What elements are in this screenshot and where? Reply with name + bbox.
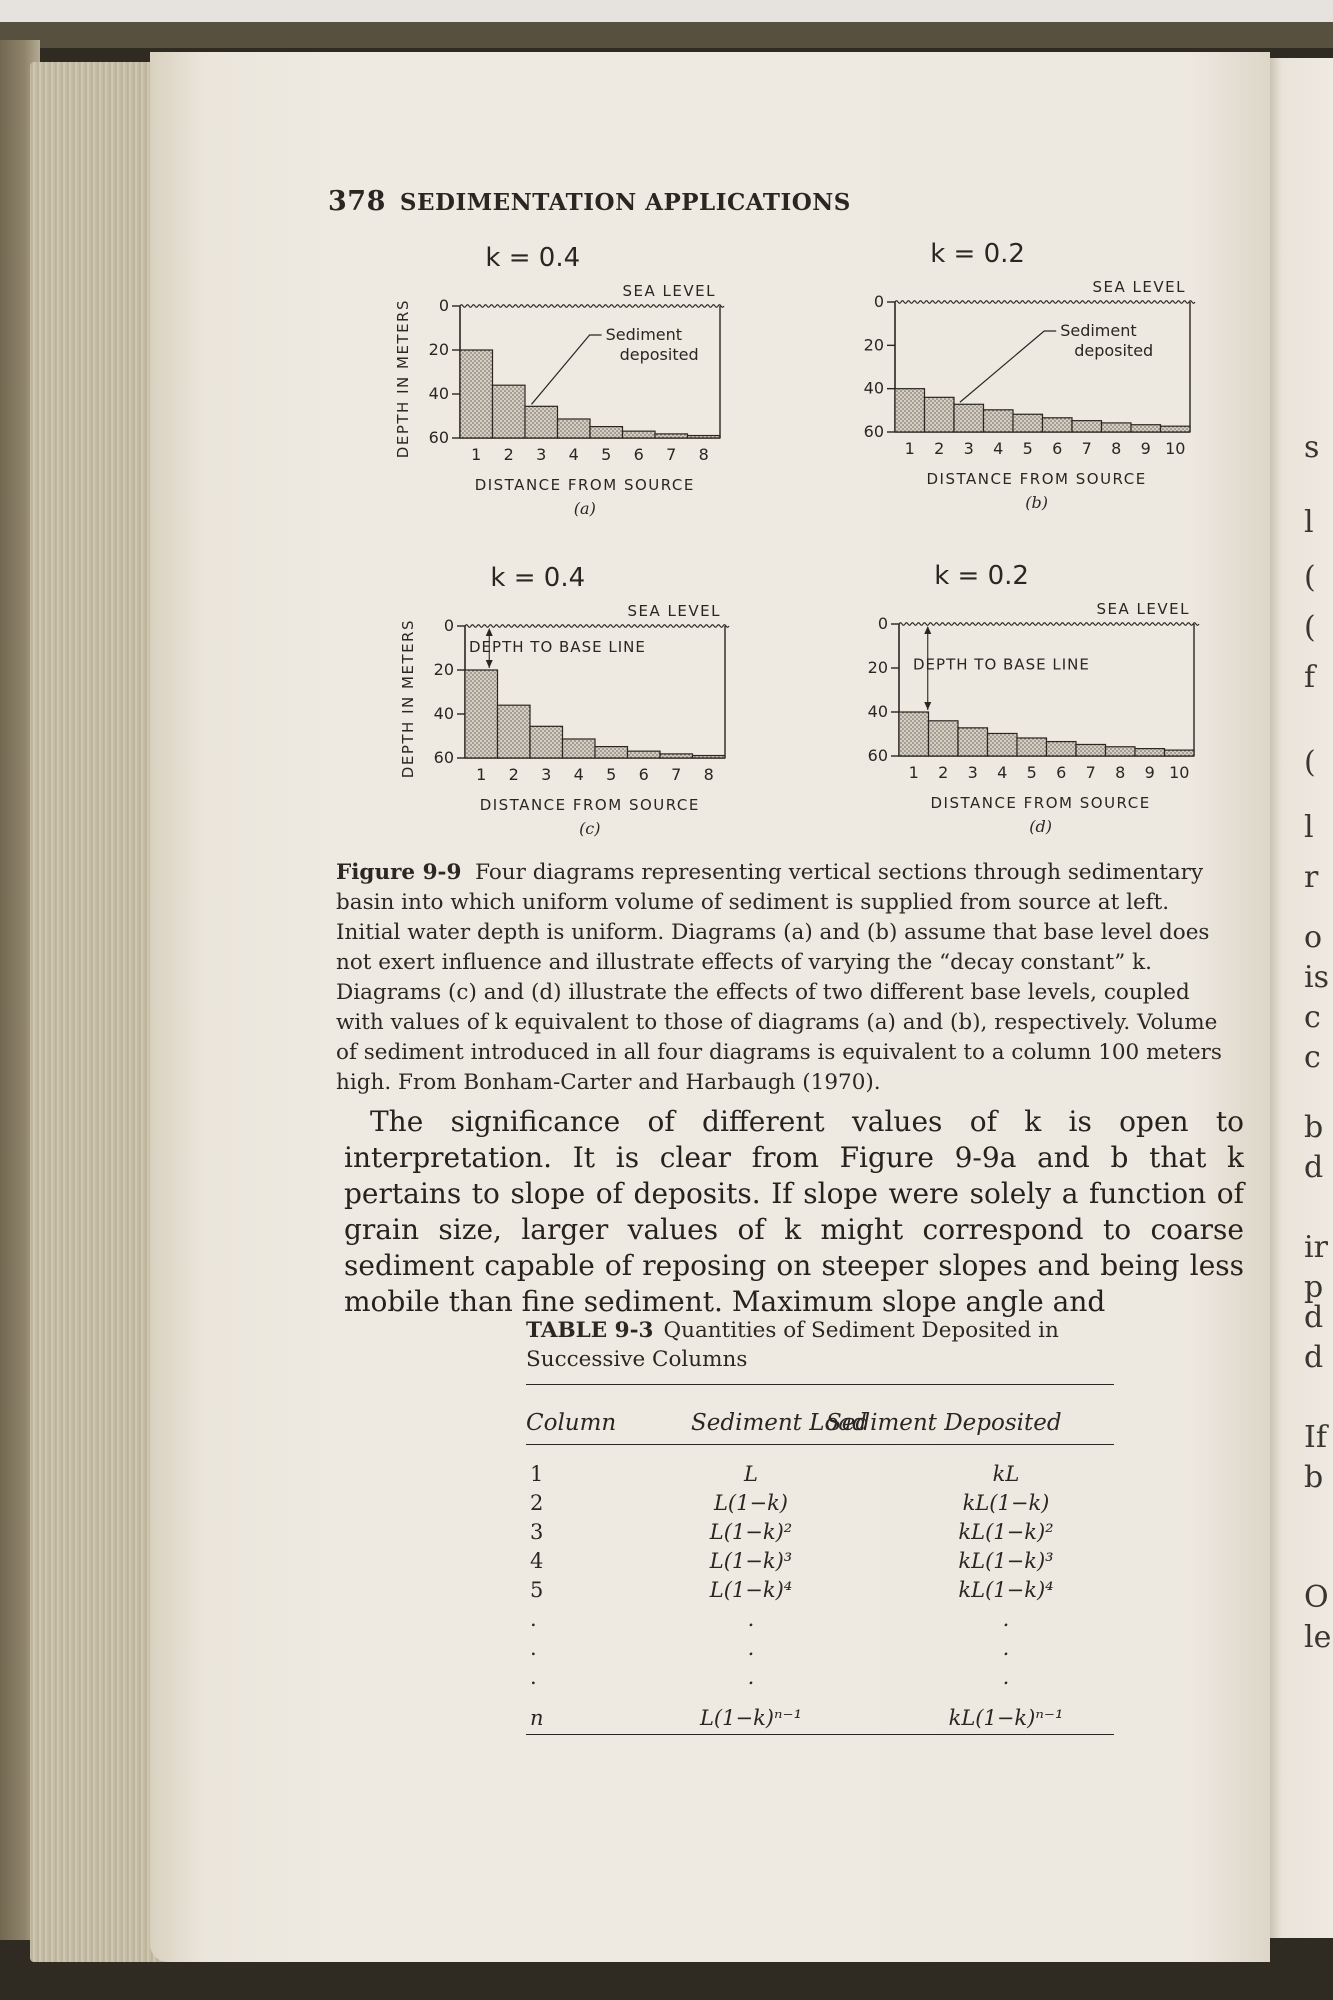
table-cell-column: 3	[530, 1520, 544, 1544]
sediment-column	[623, 431, 656, 438]
sea-level-label: SEA LEVEL	[1092, 278, 1186, 296]
x-tick-label: 6	[633, 445, 644, 464]
sediment-column	[465, 670, 498, 758]
x-tick-label: 5	[1022, 439, 1033, 458]
x-tick-label: 1	[476, 765, 487, 784]
panel-k-label: k = 0.4	[485, 243, 581, 273]
base-line-label: DEPTH TO BASE LINE	[913, 655, 1090, 674]
x-tick-label: 9	[1140, 439, 1151, 458]
table-cell-load: L(1−k)ⁿ⁻¹	[699, 1706, 803, 1730]
sediment-column	[925, 397, 955, 432]
x-axis-label: DISTANCE FROM SOURCE	[930, 794, 1151, 812]
y-tick-label: 0	[877, 614, 888, 633]
sediment-column	[1072, 421, 1102, 432]
sediment-column	[530, 726, 563, 758]
x-tick-label: 4	[993, 439, 1004, 458]
table-cell-deposited: kL(1−k)⁴	[958, 1578, 1054, 1602]
facing-page-text-fragment: le	[1304, 1620, 1332, 1655]
x-tick-label: 4	[568, 445, 579, 464]
sediment-column	[988, 733, 1018, 756]
table-cell-load: L(1−k)³	[709, 1549, 793, 1573]
annotation-line-1: Sediment	[1060, 321, 1137, 340]
sediment-column	[493, 385, 526, 438]
table-cell-deposited: kL(1−k)²	[958, 1520, 1054, 1544]
sea-level-label: SEA LEVEL	[1096, 600, 1190, 618]
table-cell-column: 1	[530, 1462, 544, 1486]
table-top-rule	[526, 1384, 1114, 1385]
x-tick-label: 4	[997, 763, 1008, 782]
table-cell-deposited: kL(1−k)	[962, 1491, 1050, 1515]
x-tick-label: 2	[938, 763, 949, 782]
facing-page-text-fragment: o	[1304, 920, 1323, 955]
header-sediment-load: Sediment Load	[691, 1410, 867, 1436]
panel-tag: (b)	[1025, 493, 1048, 512]
table-title: Quantities of Sediment Deposited in Successive Columns	[526, 1318, 1059, 1372]
facing-page-text-fragment: (	[1304, 745, 1316, 780]
facing-page-text-fragment: f	[1304, 660, 1316, 695]
facing-page-text-fragment: is	[1304, 960, 1329, 995]
table-cell-deposited: kL(1−k)³	[958, 1549, 1054, 1573]
facing-page-text-fragment: b	[1304, 1110, 1324, 1145]
sediment-column	[1161, 426, 1191, 432]
table-cell-deposited: kL(1−k)ⁿ⁻¹	[948, 1706, 1064, 1730]
table-cell-column: 4	[530, 1549, 544, 1573]
facing-page-text-fragment: d	[1304, 1300, 1324, 1335]
y-tick-label: 40	[863, 378, 884, 398]
table-cell-load: .	[747, 1636, 755, 1660]
facing-page-text-fragment: d	[1304, 1150, 1324, 1185]
panel-c	[399, 563, 729, 838]
y-tick-label: 0	[438, 296, 449, 315]
annotation-leader	[532, 335, 602, 404]
x-tick-label: 9	[1144, 763, 1155, 782]
facing-page-text-fragment: (	[1304, 610, 1316, 645]
table-cell-load: L(1−k)²	[709, 1520, 793, 1544]
x-tick-label: 7	[671, 765, 682, 784]
sediment-column	[1131, 425, 1161, 432]
y-tick-label: 60	[867, 746, 888, 765]
arrow-head-bottom	[924, 702, 931, 710]
page-number: 378	[328, 186, 386, 217]
x-tick-label: 10	[1165, 439, 1186, 458]
x-tick-label: 5	[1026, 763, 1037, 782]
x-tick-label: 1	[904, 439, 915, 458]
sediment-column	[558, 419, 591, 438]
x-axis-label: DISTANCE FROM SOURCE	[474, 476, 695, 494]
x-tick-label: 3	[967, 763, 978, 782]
x-tick-label: 7	[1085, 763, 1096, 782]
table-bottom-rule	[526, 1734, 1114, 1735]
base-line-label: DEPTH TO BASE LINE	[469, 637, 646, 656]
y-tick-label: 40	[867, 702, 888, 721]
x-tick-label: 8	[1115, 763, 1126, 782]
y-tick-label: 20	[867, 658, 888, 677]
sediment-column	[895, 389, 925, 432]
sediment-column	[563, 739, 596, 758]
x-tick-label: 3	[541, 765, 552, 784]
figure-9-9	[380, 238, 1220, 848]
sediment-column	[595, 747, 628, 758]
facing-page-text-fragment: d	[1304, 1340, 1324, 1375]
facing-page-text-fragment: If	[1304, 1420, 1327, 1455]
facing-page-text-fragment: c	[1304, 1000, 1321, 1035]
sediment-column	[460, 350, 493, 438]
facing-page-text-fragment: O	[1304, 1580, 1329, 1615]
facing-page-text-fragment: ir	[1304, 1230, 1328, 1265]
sediment-column	[1043, 418, 1073, 432]
table-cell-load: .	[747, 1607, 755, 1631]
x-tick-label: 6	[1056, 763, 1067, 782]
x-tick-label: 2	[503, 445, 514, 464]
sediment-column	[929, 721, 959, 756]
header-column: Column	[526, 1410, 617, 1436]
panel-b	[864, 239, 1195, 512]
table-caption	[526, 1316, 1126, 1374]
x-tick-label: 6	[1052, 439, 1063, 458]
table-number: TABLE 9-3	[526, 1318, 654, 1343]
sediment-column	[1135, 749, 1165, 756]
sea-level-label: SEA LEVEL	[627, 602, 721, 620]
sediment-column	[660, 754, 693, 758]
panel-a	[394, 243, 724, 518]
caption-text: Four diagrams representing vertical sections through sedimentary basin into which uniform volume of sediment is supplied from source at left. Initial water depth is uniform. Diagrams (a) and (b) assume that base level does not exert influence and illustrate effects of varying the “decay constant” k. Diagrams (c) and (d) illustrate the effects of two different base levels, coupled with values of k equivalent to those of diagrams (a) and (b), respectively. Volume of sediment introduced in all four diagrams is equivalent to a column 100 meters high. From Bonham-Carter and Harbaugh (1970).	[336, 860, 1222, 1095]
running-header	[328, 186, 851, 217]
y-tick-label: 20	[863, 335, 884, 355]
sediment-column	[1106, 747, 1136, 756]
table-cell-deposited: .	[1002, 1636, 1010, 1660]
table-cell-column: .	[530, 1607, 537, 1631]
panel-k-label: k = 0.2	[930, 239, 1025, 269]
table-cell-load: .	[747, 1665, 755, 1689]
y-tick-label: 20	[428, 340, 449, 359]
sediment-column	[899, 712, 929, 756]
x-tick-label: 2	[508, 765, 519, 784]
sediment-column	[958, 728, 988, 756]
sediment-column	[1017, 738, 1047, 756]
panel-k-label: k = 0.4	[490, 563, 586, 593]
y-tick-label: 20	[433, 660, 454, 679]
y-tick-label: 60	[428, 428, 449, 447]
facing-page-text-fragment: c	[1304, 1040, 1321, 1075]
x-axis-label: DISTANCE FROM SOURCE	[926, 470, 1147, 488]
x-tick-label: 7	[666, 445, 677, 464]
table-cell-column: .	[530, 1636, 537, 1660]
y-tick-label: 0	[443, 616, 454, 635]
x-tick-label: 3	[536, 445, 547, 464]
sediment-column	[1165, 750, 1195, 756]
sediment-column	[628, 751, 661, 758]
facing-page-text-fragment: l	[1304, 505, 1314, 540]
table-cell-column: 2	[530, 1491, 544, 1515]
facing-page-text-fragment: s	[1304, 430, 1320, 465]
x-tick-label: 1	[471, 445, 482, 464]
panel-tag: (d)	[1029, 817, 1052, 836]
table-cell-column: .	[530, 1665, 537, 1689]
y-tick-label: 60	[863, 422, 884, 441]
x-tick-label: 7	[1081, 439, 1092, 458]
x-tick-label: 2	[934, 439, 945, 458]
y-axis-label: DEPTH IN METERS	[399, 618, 417, 779]
sediment-column	[590, 427, 623, 438]
header-sediment-deposited: Sediment Deposited	[826, 1410, 1062, 1436]
annotation-line-1: Sediment	[605, 325, 683, 344]
facing-page-text-fragment: b	[1304, 1460, 1324, 1495]
sea-level-label: SEA LEVEL	[622, 282, 716, 300]
sediment-column	[954, 404, 984, 432]
sea-level-line	[895, 301, 1195, 304]
table-cell-load: L(1−k)	[713, 1491, 788, 1515]
x-tick-label: 6	[638, 765, 649, 784]
x-tick-label: 4	[573, 765, 584, 784]
x-tick-label: 1	[908, 763, 919, 782]
arrow-head-bottom	[486, 660, 493, 668]
sediment-column	[655, 434, 688, 438]
sediment-column	[984, 410, 1014, 432]
sediment-column	[1076, 744, 1106, 756]
sea-level-line	[899, 623, 1199, 626]
table-cell-column: 5	[530, 1578, 544, 1602]
y-axis-label: DEPTH IN METERS	[394, 298, 412, 459]
table-header-rule	[526, 1444, 1114, 1445]
y-tick-label: 40	[428, 384, 449, 403]
table-cell-load: L	[744, 1462, 758, 1486]
x-tick-label: 5	[601, 445, 612, 464]
facing-page-text-fragment: (	[1304, 560, 1316, 595]
panel-tag: (a)	[573, 499, 596, 518]
arrow-head-top	[486, 628, 493, 636]
sediment-column	[1047, 742, 1077, 756]
x-axis-label: DISTANCE FROM SOURCE	[479, 796, 700, 814]
paragraph-text: The significance of different values of k is open to interpretation. It is clear from Figure 9-9a and b that k pertains to slope of deposits. If slope were solely a function of grain size, larger values of k might correspond to coarse sediment capable of reposing on steeper slopes and being less mobile than fine sediment. Maximum slope angle and	[344, 1105, 1244, 1318]
arrow-head-top	[924, 626, 931, 634]
facing-page-text-fragment: p	[1304, 1270, 1324, 1305]
sediment-column	[498, 705, 531, 758]
running-title: SEDIMENTATION APPLICATIONS	[399, 189, 851, 216]
caption-label: Figure 9-9	[336, 860, 462, 885]
panel-tag: (c)	[579, 819, 601, 838]
facing-page-text-fragment: l	[1304, 810, 1314, 845]
body-paragraph	[344, 1104, 1244, 1320]
y-tick-label: 0	[873, 292, 884, 311]
panel-d	[868, 561, 1199, 836]
table-cell-load: L(1−k)⁴	[709, 1578, 793, 1602]
facing-page-text-fragment: r	[1304, 860, 1319, 895]
table-cell-deposited: .	[1002, 1665, 1010, 1689]
table-cell-column: n	[530, 1706, 544, 1730]
x-tick-label: 8	[1111, 439, 1122, 458]
x-tick-label: 8	[703, 765, 714, 784]
sediment-column	[1102, 423, 1132, 432]
sediment-column	[688, 436, 721, 438]
annotation-line-2: deposited	[1074, 341, 1154, 360]
sediment-column	[693, 756, 726, 758]
sea-level-line	[465, 625, 729, 628]
y-tick-label: 60	[433, 748, 454, 767]
annotation-line-2: deposited	[619, 345, 699, 364]
sea-level-line	[460, 305, 724, 308]
x-tick-label: 5	[606, 765, 617, 784]
table-cell-deposited: kL	[992, 1462, 1020, 1486]
sediment-column	[1013, 414, 1043, 432]
figure-caption	[336, 858, 1236, 1098]
y-tick-label: 40	[433, 704, 454, 723]
x-tick-label: 10	[1169, 763, 1190, 782]
annotation-leader	[960, 331, 1056, 402]
sediment-column	[525, 406, 558, 438]
x-tick-label: 8	[698, 445, 709, 464]
panel-k-label: k = 0.2	[934, 561, 1029, 591]
table-cell-deposited: .	[1002, 1607, 1010, 1631]
x-tick-label: 3	[963, 439, 974, 458]
